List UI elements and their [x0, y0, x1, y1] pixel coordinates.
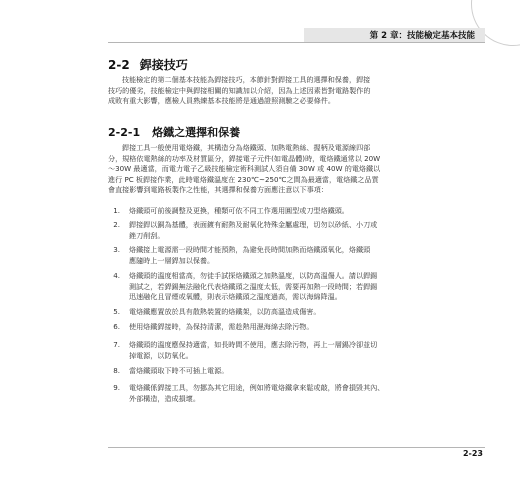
list-item: [108, 307, 408, 318]
list-item: [108, 220, 408, 241]
list-item: [108, 206, 408, 217]
body-paragraph: [108, 143, 408, 196]
list-item: [108, 340, 408, 361]
footer-rule: [108, 447, 485, 448]
chapter-header: [304, 28, 485, 43]
body-line: 分，規格依電熱絲的功率及材質區分，銲接電子元件(如電晶體)時，電烙鐵通常以 20W: [108, 153, 381, 163]
subsection-heading: [108, 124, 240, 140]
list-number: 8.: [113, 366, 120, 375]
list-number: 6.: [113, 322, 120, 331]
list-text: 銲接銲以銅為基體，表面鍍有耐熱及耐氧化特殊金屬處理，切勿以砂紙、小刀或: [129, 220, 378, 229]
list-text: 烙鐵頭的溫度應保持適當，如長時間不使用，應去除污物，再上一層錫冷卻並切: [129, 340, 378, 349]
list-text: 使用烙鐵銲接時，為保持清潔，需趁熱用濕海綿去除污物。: [129, 322, 314, 331]
body-line: 銲接工具一般使用電烙鐵，其構造分為烙鐵頭、加熱電熱絲、握柄及電源線四部: [122, 143, 371, 152]
list-item: [108, 322, 408, 333]
section-number: 2-2: [108, 58, 130, 72]
list-text: 烙鐵接上電源需一段時間才能預熱，為避免長時間加熱而烙鐵頭氧化，烙鐵頭: [129, 245, 371, 254]
list-text: 電烙鐵應置放於具有散熱裝置的烙鐵架，以防高溫造成傷害。: [129, 307, 321, 316]
list-text: 銼刀削刮。: [129, 230, 165, 240]
header-rule: [108, 42, 485, 43]
list-item: [108, 383, 408, 404]
list-text: 掉電源，以防氧化。: [129, 350, 193, 360]
list-text: 迅速融化且冒煙或氧體，則表示烙鐵頭之溫度過高，需以海綿降溫。: [129, 292, 342, 302]
subsection-title: 烙鐵之選擇和保養: [152, 126, 241, 139]
list-number: 4.: [113, 271, 120, 280]
list-item: [108, 366, 408, 377]
list-number: 2.: [113, 220, 120, 229]
page-number: 2-23: [462, 449, 483, 458]
section-title: 銲接技巧: [139, 58, 188, 72]
intro-line: 成敗有重大影響，應檢人員熟練基本技能將是通過證照測驗之必要條件。: [108, 96, 335, 106]
list-number: 3.: [113, 245, 120, 254]
intro-line: 技能檢定的第二個基本技能為銲接技巧，本節針對銲接工具的選擇和保養，銲接: [122, 75, 371, 84]
body-line: 進行 PC 板銲接作業，此時電烙鐵溫度在 230℃~250℃之間為最適當，電烙鐵之品質: [108, 174, 379, 184]
list-text: 外部構造，造成損壞。: [129, 393, 200, 403]
list-number: 1.: [113, 206, 120, 215]
intro-line: 技巧的優劣，技能檢定中與銲接相關的知識加以介紹，因為上述因素皆對電路製作的: [108, 85, 371, 95]
body-line: ～30W 最適當，而電力電子乙級技能檢定術科測試人須自備 30W 或 40W 的電烙鐵以: [108, 164, 381, 174]
list-text: 當烙鐵頭取下時不可插上電源。: [129, 366, 229, 375]
list-item: [108, 245, 408, 266]
list-text: 測試之，若銲錫無法融化代表烙鐵頭之溫度太低，需要再加熱一段時間；若銲錫: [129, 281, 378, 291]
list-text: 電烙鐵係銲接工具，勿挪為其它用途，例如將電烙鐵拿來鬆或敲，將會損毀其內、: [129, 383, 385, 392]
list-number: 7.: [113, 340, 120, 349]
list-item: [108, 271, 408, 303]
chapter-title: 第 2 章：技能檢定基本技能: [369, 31, 475, 41]
subsection-number: 2-2-1: [108, 126, 141, 139]
list-text: 烙鐵頭的溫度相當高，勿徒手試探烙鐵頭之加熱溫度，以防高溫傷人。請以銲錫: [129, 271, 378, 280]
intro-paragraph: [108, 75, 408, 107]
body-line: 會直接影響到電路板製作之性能，其選擇和保養方面應注意以下事項：: [108, 185, 328, 195]
section-heading: [108, 56, 188, 73]
list-number: 5.: [113, 307, 120, 316]
list-number: 9.: [113, 383, 120, 392]
list-text: 烙鐵頭可前後調整及更換，種類可依不同工作選用圓型或刀型烙鐵頭。: [129, 206, 349, 215]
list-text: 應隨時上一層銲加以保養。: [129, 255, 215, 265]
